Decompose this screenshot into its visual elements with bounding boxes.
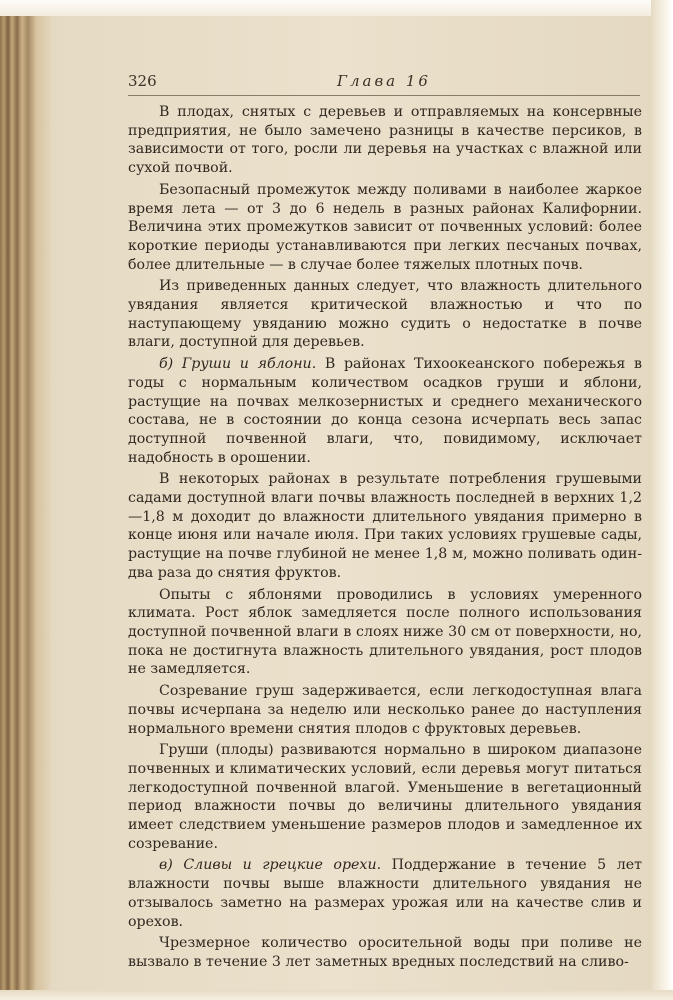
- running-head: Глава 16: [337, 72, 431, 90]
- page-number: 326: [128, 72, 157, 90]
- book-spine-shadow: [0, 0, 50, 1000]
- page-header: [128, 72, 640, 94]
- paragraph: В некоторых районах в результате потребления грушевыми садами доступной влаги почвы влажность последней в верхних 1,2—1,8 м доходит до влажности длительного увядания примерно в конце июня или начале июля. При таких условиях грушевые сады, растущие на почве глубиной не менее 1,8 м, можно поливать один-два раза до снятия фруктов.: [128, 471, 642, 581]
- paragraph: В плодах, снятых с деревьев и отправляемых на консервные предприятия, не было замечено разницы в качестве персиков, в зависимости от того, росли ли деревья на участках с влажной или сухой почвой.: [128, 104, 642, 177]
- paragraph: Опыты с яблонями проводились в условиях умеренного климата. Рост яблок замедляется после полного использования доступной почвенной влаги в слоях ниже 30 см от поверхности, но, пока не достигнута влажность длительного увядания, рост плодов не замедляется.: [128, 586, 642, 678]
- page-bottom-edge: [0, 990, 673, 1000]
- paragraph: Груши (плоды) развиваются нормально в широком диапазоне почвенных и климатических условий, если деревья могут питаться легкодоступной почвенной влагой. Уменьшение в вегетационный период влажности почвы до величины длительного увядания имеет следствием уменьшение размеров плодов и замедленное их созревание.: [128, 742, 642, 852]
- paragraph: Безопасный промежуток между поливами в наиболее жаркое время лета — от 3 до 6 недель в разных районах Калифорнии. Величина этих промежутков зависит от почвенных условий: более короткие периоды устанавливаются при легких песчаных почвах, более длительные — в случае более тяжелых плотных почв.: [128, 181, 642, 273]
- page-top-edge: [0, 0, 673, 16]
- header-rule: [128, 95, 640, 96]
- body-text: [128, 103, 642, 975]
- section-label: в) Сливы и грецкие орехи.: [159, 857, 382, 874]
- section-label: б) Груши и яблони.: [159, 356, 317, 373]
- paragraph: Чрезмерное количество оросительной воды при поливе не вызвало в течение 3 лет заметных вредных последствий на сливо-: [128, 935, 642, 970]
- page-right-edge: [651, 0, 673, 1000]
- paragraph: б) Груши и яблони. В районах Тихоокеанского побережья в годы с нормальным количеством осадков груши и яблони, растущие на почвах мелкозернистых и среднего механического состава, не в состоянии до конца сезона исчерпать весь запас доступной почвенной влаги, что, повидимому, исключает надобность в орошении.: [128, 356, 642, 466]
- paragraph: Созревание груш задерживается, если легкодоступная влага почвы исчерпана за неделю или несколько ранее до наступления нормального времени снятия плодов с фруктовых деревьев.: [128, 683, 642, 737]
- paragraph: Из приведенных данных следует, что влажность длительного увядания является критической влажностью и что по наступающему увяданию можно судить о недостатке в почве влаги, доступной для деревьев.: [128, 278, 642, 351]
- paragraph: в) Сливы и грецкие орехи. Поддержание в течение 5 лет влажности почвы выше влажности длительного увядания не отзывалось заметно на размерах урожая или на качестве слив и орехов.: [128, 857, 642, 930]
